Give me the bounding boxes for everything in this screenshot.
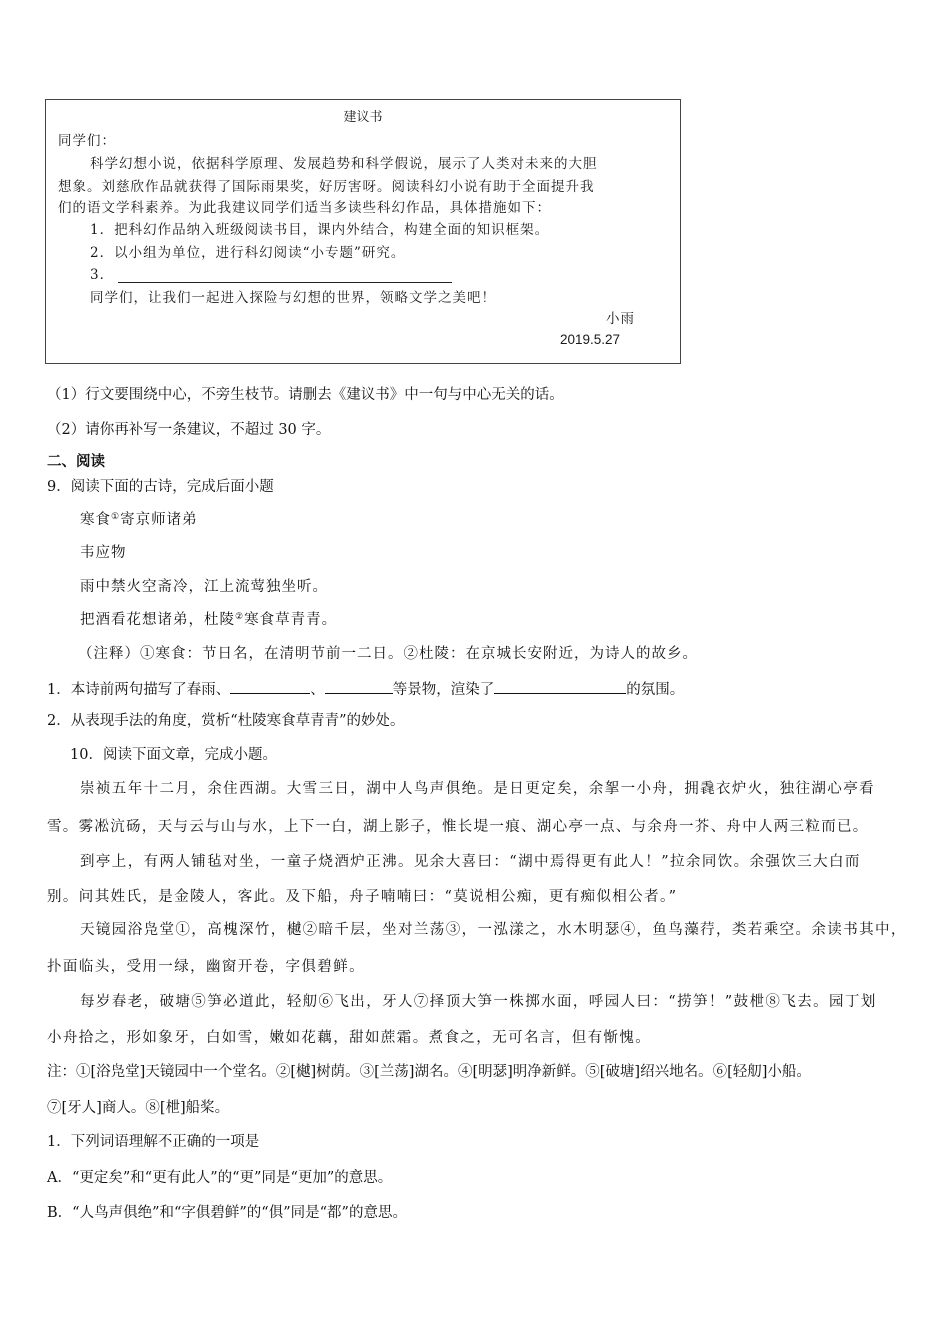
poem-title-text: 寄京师诸弟 [120,512,198,528]
q8-sub2: （2）请你再补写一条建议，不超过 30 字。 [47,422,331,438]
proposal-item-1: 1．把科幻作品纳入班级阅读书目，课内外结合，构建全面的知识框架。 [90,222,550,238]
q10-question-1: 1．下列词语理解不正确的一项是 [47,1134,260,1150]
passage-notes-line-1: 注：①[浴凫堂]天镜园中一个堂名。②[樾]树荫。③[兰荡]湖名。④[明瑟]明净新鲜。⑤[破塘]绍兴地名。⑥[轻舠]小船。 [47,1064,811,1080]
q8-sub1: （1）行文要围绕中心，不旁生枝节。请删去《建议书》中一句与中心无关的话。 [47,387,564,403]
proposal-para-line: 科学幻想小说，依据科学原理、发展趋势和科学假说，展示了人类对未来的大胆 [90,156,598,172]
poem-line-2 [80,611,337,629]
proposal-item-2: 2．以小组为单位，进行科幻阅读“小专题”研究。 [90,245,406,261]
question-text: 1．本诗前两句描写了春雨、 [47,682,231,698]
proposal-date: 2019.5.27 [560,332,621,347]
poem-line-1: 雨中禁火空斋冷，江上流莺独坐听。 [80,579,328,595]
footnote-marker: ① [111,512,121,522]
q9-prompt: 9．阅读下面的古诗，完成后面小题 [47,479,274,495]
proposal-signature: 小雨 [606,311,635,327]
section-heading-reading: 二、阅读 [47,454,105,470]
passage-notes-line-2: ⑦[牙人]商人。⑧[枻]船桨。 [47,1100,230,1116]
answer-blank-2[interactable] [325,679,393,694]
passage-line: 崇祯五年十二月，余住西湖。大雪三日，湖中人鸟声俱绝。是日更定矣，余挐一小舟，拥毳衣炉火，独往湖心亭看 [80,781,875,797]
answer-blank-1[interactable] [230,679,310,694]
passage-line: 小舟拾之，形如象牙，白如雪，嫩如花藕，甜如蔗霜。煮食之，无可名言，但有惭愧。 [47,1030,652,1046]
q9-question-1 [47,679,684,699]
passage-line: 扑面临头，受用一绿，幽窗开卷，字俱碧鲜。 [47,959,365,975]
question-text: 、 [310,682,325,698]
option-a: A．“更定矣”和“更有此人”的“更”同是“更加”的意思。 [47,1170,393,1186]
proposal-letter-image [45,99,681,364]
question-text: 的氛围。 [626,682,685,698]
poem-annotation: （注释）①寒食：节日名，在清明节前一二日。②杜陵：在京城长安附近，为诗人的故乡。 [78,646,698,662]
proposal-greeting: 同学们： [58,133,116,149]
poem-author: 韦应物 [80,545,127,561]
proposal-para-line: 们的语文学科素养。为此我建议同学们适当多读些科幻作品，具体措施如下： [58,200,551,216]
proposal-item-3: 3． [90,267,115,283]
proposal-para-line: 想象。刘慈欣作品就获得了国际雨果奖，好厉害呀。阅读科幻小说有助于全面提升我 [58,179,595,195]
poem-line-text: 把酒看花想诸弟，杜陵 [80,612,235,628]
passage-line: 雪。雾凇沆砀，天与云与山与水，上下一白，湖上影子，惟长堤一痕、湖心亭一点、与余舟一芥、舟中人两三粒而已。 [47,819,869,835]
poem-title-text: 寒食 [80,512,111,528]
q9-question-2: 2．从表现手法的角度，赏析“杜陵寒食草青青”的妙处。 [47,713,405,729]
passage-line: 到亭上，有两人铺毡对坐，一童子烧酒炉正沸。见余大喜曰：“湖中焉得更有此人！”拉余同饮。余强饮三大白而 [80,854,861,870]
answer-blank-3[interactable] [494,679,626,694]
footnote-marker: ② [235,612,245,622]
poem-line-text: 寒食草青青。 [244,612,338,628]
passage-line: 每岁春老，破塘⑤笋必道此，轻舠⑥飞出，牙人⑦择顶大笋一株掷水面，呼园人曰：“捞笋！”鼓枻⑧飞去。园丁划 [80,994,877,1010]
question-text: 等景物，渲染了 [392,682,495,698]
proposal-title: 建议书 [343,110,383,125]
poem-title [80,511,198,529]
option-b: B．“人鸟声俱绝”和“字俱碧鲜”的“俱”同是“都”的意思。 [47,1205,407,1221]
passage-line: 别。问其姓氏，是金陵人，客此。及下船，舟子喃喃曰：“莫说相公痴，更有痴似相公者。” [47,889,678,905]
passage-line: 天镜园浴凫堂①，高槐深竹，樾②暗千层，坐对兰荡③，一泓漾之，水木明瑟④，鱼鸟藻荇，类若乘空。余读书其中， [80,922,907,938]
proposal-blank-line [118,282,452,283]
proposal-closing: 同学们，让我们一起进入探险与幻想的世界，领略文学之美吧！ [90,290,496,306]
q10-prompt: 10．阅读下面文章，完成小题。 [70,747,277,763]
